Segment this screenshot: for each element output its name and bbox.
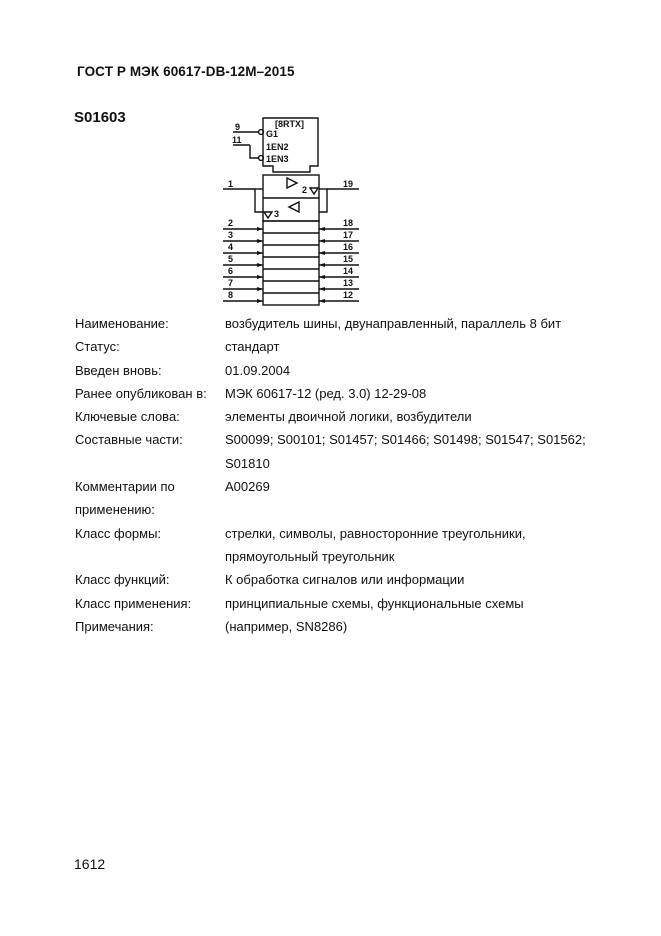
- page-number: 1612: [74, 856, 106, 872]
- control-1en3: 1EN3: [266, 154, 289, 164]
- property-row-published: [75, 382, 615, 405]
- left-pin: 8: [228, 290, 234, 300]
- property-value: МЭК 60617-12 (ред. 3.0) 12-29-08: [225, 385, 427, 401]
- property-value: принципиальные схемы, функциональные схемы: [225, 595, 524, 611]
- left-pin: 7: [228, 278, 234, 288]
- property-label: Класс формы:: [75, 525, 162, 541]
- property-label: Класс функций:: [75, 572, 170, 588]
- symbol-code: S01603: [74, 109, 126, 126]
- left-pin: 5: [228, 254, 234, 264]
- right-pin: 17: [343, 230, 354, 240]
- right-pin: 12: [343, 290, 354, 300]
- property-label: Комментарии по применению:: [75, 479, 175, 518]
- property-value: стрелки, символы, равносторонние треугольники,: [225, 525, 526, 541]
- property-value: S01810: [225, 455, 270, 471]
- control-g1: G1: [266, 129, 279, 139]
- property-value: A00269: [225, 479, 270, 495]
- pin-1: 1: [228, 179, 234, 189]
- property-label: Наименование:: [75, 316, 169, 331]
- property-label: Составные части:: [75, 432, 183, 448]
- property-row-components: [75, 428, 615, 475]
- property-value: стандарт: [225, 339, 280, 355]
- property-label: Примечания:: [75, 618, 154, 634]
- property-row-application-class: [75, 592, 615, 615]
- left-pin: 6: [228, 266, 234, 276]
- pin-9: 9: [235, 122, 241, 132]
- control-1en2: 1EN2: [266, 142, 289, 152]
- property-label: Введен вновь:: [75, 362, 162, 378]
- io-label-2: 2: [302, 185, 308, 195]
- property-value: 01.09.2004: [225, 362, 291, 378]
- pin-11: 11: [232, 135, 242, 145]
- property-value: S00099; S00101; S01457; S01466; S01498; S01547; S01562;: [225, 432, 586, 448]
- property-row-status: [75, 335, 615, 358]
- right-pin: 18: [343, 218, 354, 228]
- document-header: ГОСТ Р МЭК 60617-DB-12M–2015: [77, 64, 295, 79]
- box-label: [8RTX]: [275, 119, 304, 129]
- property-row-introduced: [75, 359, 615, 382]
- property-value: возбудитель шины, двунаправленный, параллель 8 бит: [225, 316, 562, 331]
- right-pin: 16: [343, 242, 354, 252]
- right-pin: 13: [343, 278, 354, 288]
- io-label-3: 3: [274, 209, 280, 219]
- right-pin: 15: [343, 254, 354, 264]
- property-row-function-class: [75, 568, 615, 591]
- property-value: К обработка сигналов или информации: [225, 572, 465, 588]
- left-pin: 3: [228, 230, 234, 240]
- property-value: (например, SN8286): [225, 618, 348, 634]
- property-label: Ключевые слова:: [75, 409, 180, 425]
- property-label: Статус:: [75, 339, 120, 355]
- right-pin: 14: [343, 266, 354, 276]
- left-pin: 2: [228, 218, 234, 228]
- property-row-keywords: [75, 405, 615, 428]
- property-label: Ранее опубликован в:: [75, 385, 207, 401]
- pin-19: 19: [343, 179, 354, 189]
- property-label: Класс применения:: [75, 595, 192, 611]
- properties-table: [75, 312, 615, 638]
- property-row-notes: [75, 615, 615, 638]
- property-row-shape-class: [75, 522, 615, 569]
- left-pin: 4: [228, 242, 234, 252]
- property-value: элементы двоичной логики, возбудители: [225, 409, 472, 425]
- property-value: прямоугольный треугольник: [225, 548, 395, 564]
- property-row-comments: [75, 475, 615, 522]
- bus-driver-symbol: [215, 113, 375, 313]
- property-row-name: [75, 312, 615, 335]
